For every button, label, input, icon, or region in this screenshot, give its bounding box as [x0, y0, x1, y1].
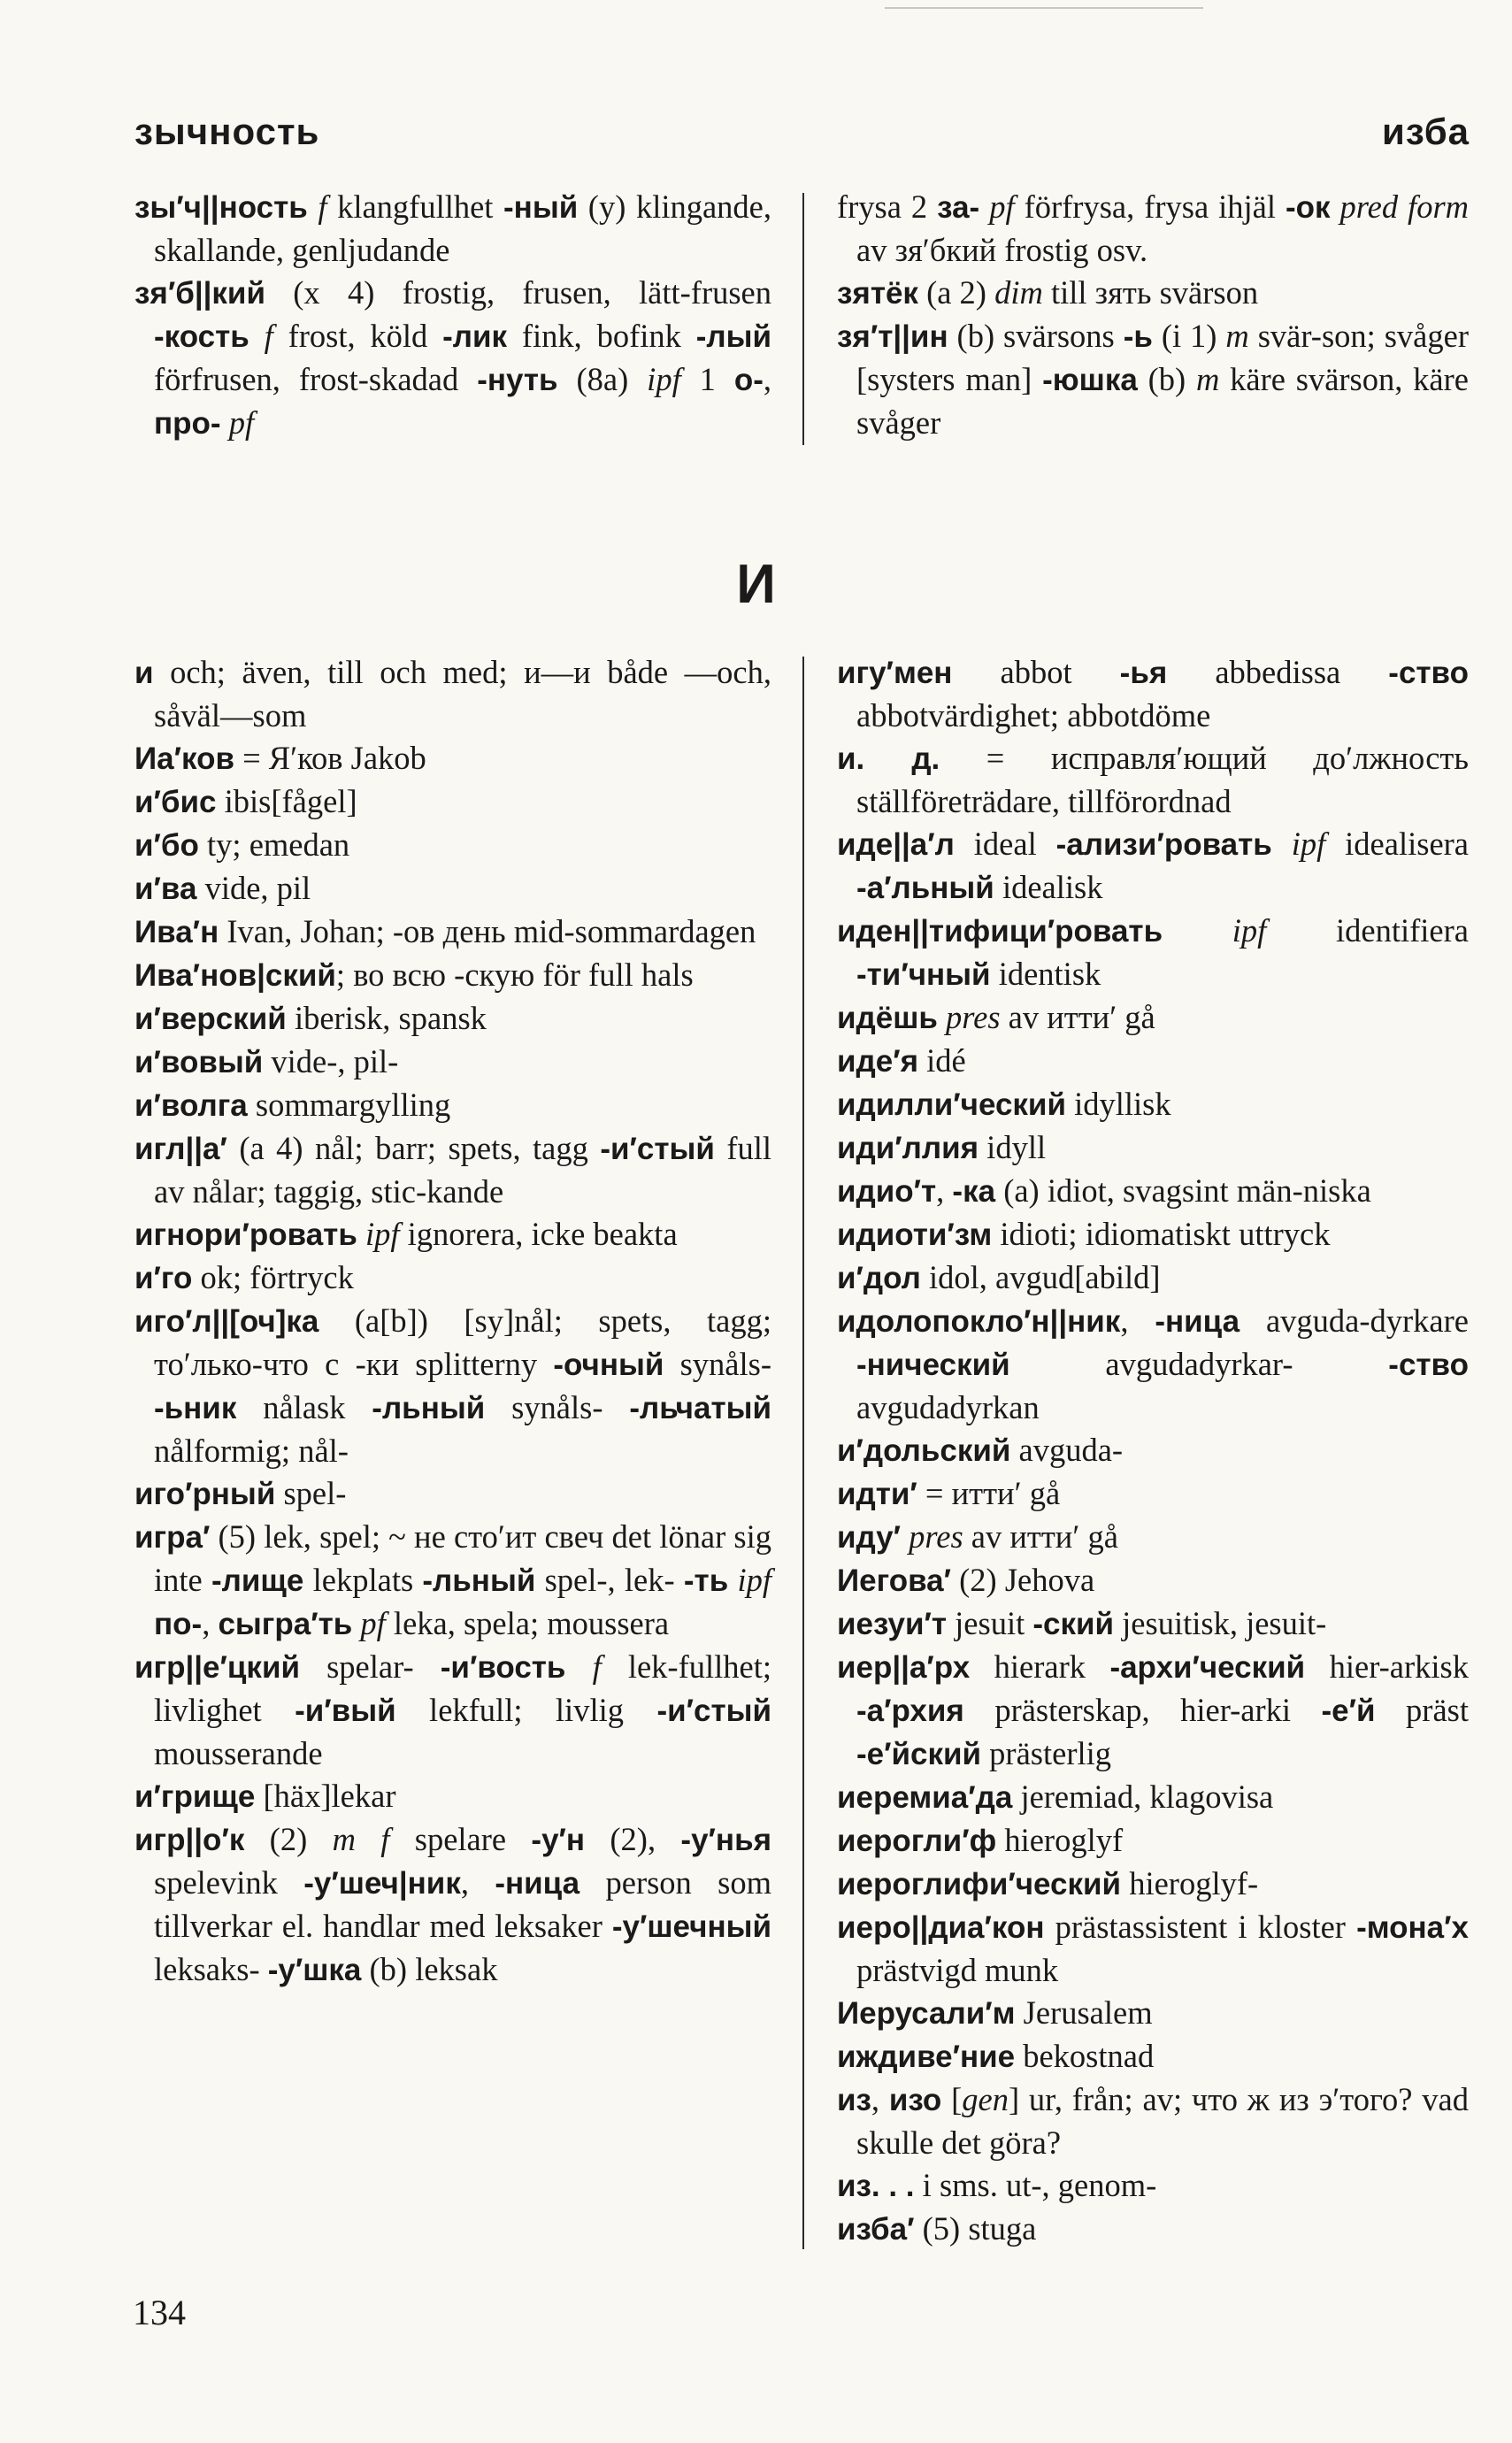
- dictionary-entry: из. . . i sms. ut-, genom-: [837, 2167, 1157, 2203]
- left-guide-word: зычность: [134, 111, 320, 152]
- dictionary-entry: идёшь pres av итти′ gå: [837, 999, 1155, 1035]
- dictionary-entry: игнори′ровать ipf ignorera, icke beakta: [134, 1216, 678, 1252]
- dictionary-entry: игра′ (5) lek, spel; ~ не сто′ит свеч det lönar sig inte -лище lekplats -льный spel-, lek- -ть ipf по-, сыгра′ть pf leka, spela; moussera: [134, 1518, 772, 1641]
- dictionary-entry: и′верский iberisk, spansk: [134, 1000, 487, 1036]
- dictionary-entry: и′грище [häx]lekar: [134, 1778, 396, 1814]
- dictionary-entry: идио′т, -ка (a) idiot, svagsint män-niska: [837, 1172, 1371, 1209]
- dictionary-entry: иероглифи′ческий hieroglyf-: [837, 1865, 1259, 1901]
- dictionary-entry: иеремиа′да jeremiad, klagovisa: [837, 1778, 1274, 1815]
- column-divider-top: [802, 193, 804, 445]
- dictionary-entry: и. д. = исправля′ющий до′лжность ställföreträdare, tillförordnad: [837, 740, 1469, 819]
- dictionary-entry: Иерусали′м Jerusalem: [837, 1994, 1153, 2031]
- dictionary-entry: и′ва vide, pil: [134, 870, 311, 906]
- dictionary-entry: зя′б||кий (x 4) frostig, frusen, lätt-frusen -кость f frost, köld -лик fink, bofink -лый förfrusen, frost-skadad -нуть (8a) ipf 1 о-, про- pf: [134, 274, 772, 441]
- dictionary-entry: иер||а′рх hierark -архи′ческий hier-arkisk -а′рхия prästerskap, hier-arki -е′й präst -е′йский prästerlig: [837, 1648, 1470, 1771]
- dictionary-entry: зя′т||ин (b) svärsons -ь (i 1) m svär-son; svåger [systers man] -юшка (b) m käre svärson, käre svåger: [837, 318, 1469, 441]
- dictionary-entry: игр||о′к (2) m f spelare -у′н (2), -у′нья spelevink -у′шеч|ник, -ница person som tillverkar el. handlar med leksaker -у′шечный leksaks- -у′шка (b) leksak: [134, 1821, 772, 1987]
- scan-edge-line: [885, 7, 1203, 9]
- section-letter: И: [736, 554, 776, 615]
- dictionary-entry: и′вовый vide-, pil-: [134, 1043, 399, 1079]
- top-left-column: [134, 186, 771, 451]
- dictionary-entry: и′бис ibis[fågel]: [134, 783, 357, 819]
- dictionary-entry: иго′рный spel-: [134, 1475, 347, 1511]
- dictionary-entry: Иегова′ (2) Jehova: [837, 1562, 1095, 1598]
- dictionary-entry: и′волга sommargylling: [134, 1087, 451, 1123]
- dictionary-entry: иезуи′т jesuit -ский jesuitisk, jesuit-: [837, 1605, 1327, 1641]
- dictionary-entry: иди′ллия idyll: [837, 1129, 1047, 1165]
- dictionary-entry: Иа′ков = Я′ков Jakob: [134, 740, 426, 776]
- main-left-column: [134, 651, 771, 2262]
- dictionary-entry: зы′ч||ность f klangfullhet -ный (y) klingande, skallande, genljudande: [134, 188, 772, 268]
- dictionary-entry: игр||е′цкий spelar- -и′вость f lek-fullhet; livlighet -и′вый lekfull; livlig -и′стый mousserande: [134, 1648, 772, 1771]
- top-right-column: [837, 186, 1469, 451]
- dictionary-entry: и′дол idol, avgud[abild]: [837, 1259, 1161, 1295]
- dictionary-entry: иго′л||[оч]ка (a[b]) [sy]nål; spets, tagg; то′лько-что с -ки splitterny -очный synåls- -ьник nålask -льный synåls- -льчатый nålformig; nål-: [134, 1302, 772, 1469]
- dictionary-entry: и′бо ty; emedan: [134, 826, 350, 863]
- dictionary-entry: идти′ = итти′ gå: [837, 1475, 1061, 1511]
- dictionary-entry: и′дольский avguda-: [837, 1432, 1124, 1468]
- dictionary-entry: идилли′ческий idyllisk: [837, 1086, 1171, 1122]
- dictionary-entry: иден||тифици′ровать ipf identifiera -ти′чный identisk: [837, 912, 1469, 992]
- page-number: 134: [133, 2293, 186, 2332]
- dictionary-entry: идолопокло′н||ник, -ница avguda-dyrkare -нический avgudadyrkar- -ство avgudadyrkan: [837, 1302, 1469, 1425]
- dictionary-entry: Ива′нов|ский; во всю -скую för full hals: [134, 956, 694, 993]
- dictionary-entry: игу′мен abbot -ья abbedissa -ство abbotvärdighet; abbotdöme: [837, 654, 1469, 734]
- dictionary-entry: иду′ pres av итти′ gå: [837, 1518, 1118, 1555]
- dictionary-entry: идиоти′зм idioti; idiomatiskt uttryck: [837, 1216, 1331, 1252]
- dictionary-entry: игл||а′ (a 4) nål; barr; spets, tagg -и′стый full av nålar; taggig, stic-kande: [134, 1130, 772, 1210]
- dictionary-entry: зятёк (a 2) dim till зять svärson: [837, 274, 1259, 311]
- dictionary-entry: frysa 2 за- pf förfrysa, frysa ihjäl -ок pred form av зя′бкий frostig osv.: [837, 188, 1470, 268]
- dictionary-entry: иде′я idé: [837, 1042, 966, 1079]
- dictionary-entry: иеро||диа′кон prästassistent i kloster -мона′х prästvigd munk: [837, 1909, 1469, 1988]
- dictionary-entry: иерогли′ф hieroglyf: [837, 1822, 1124, 1858]
- column-divider-main: [802, 657, 804, 2249]
- dictionary-entry: иде||а′л ideal -ализи′ровать ipf idealisera -а′льный idealisk: [837, 826, 1470, 905]
- dictionary-entry: Ива′н Ivan, Johan; -ов день mid-sommardagen: [134, 913, 756, 949]
- dictionary-entry: из, изо [gen] ur, från; av; что ж из э′того? vad skulle det göra?: [837, 2081, 1469, 2161]
- dictionary-entry: и och; även, till och med; и—и både —och, såväl—som: [134, 654, 771, 734]
- right-guide-word: изба: [1382, 111, 1470, 152]
- main-right-column: [837, 651, 1469, 2262]
- dictionary-entry: иждиве′ние bekostnad: [837, 2038, 1155, 2074]
- dictionary-entry: изба′ (5) stuga: [837, 2210, 1037, 2247]
- dictionary-entry: и′го ok; förtryck: [134, 1259, 354, 1295]
